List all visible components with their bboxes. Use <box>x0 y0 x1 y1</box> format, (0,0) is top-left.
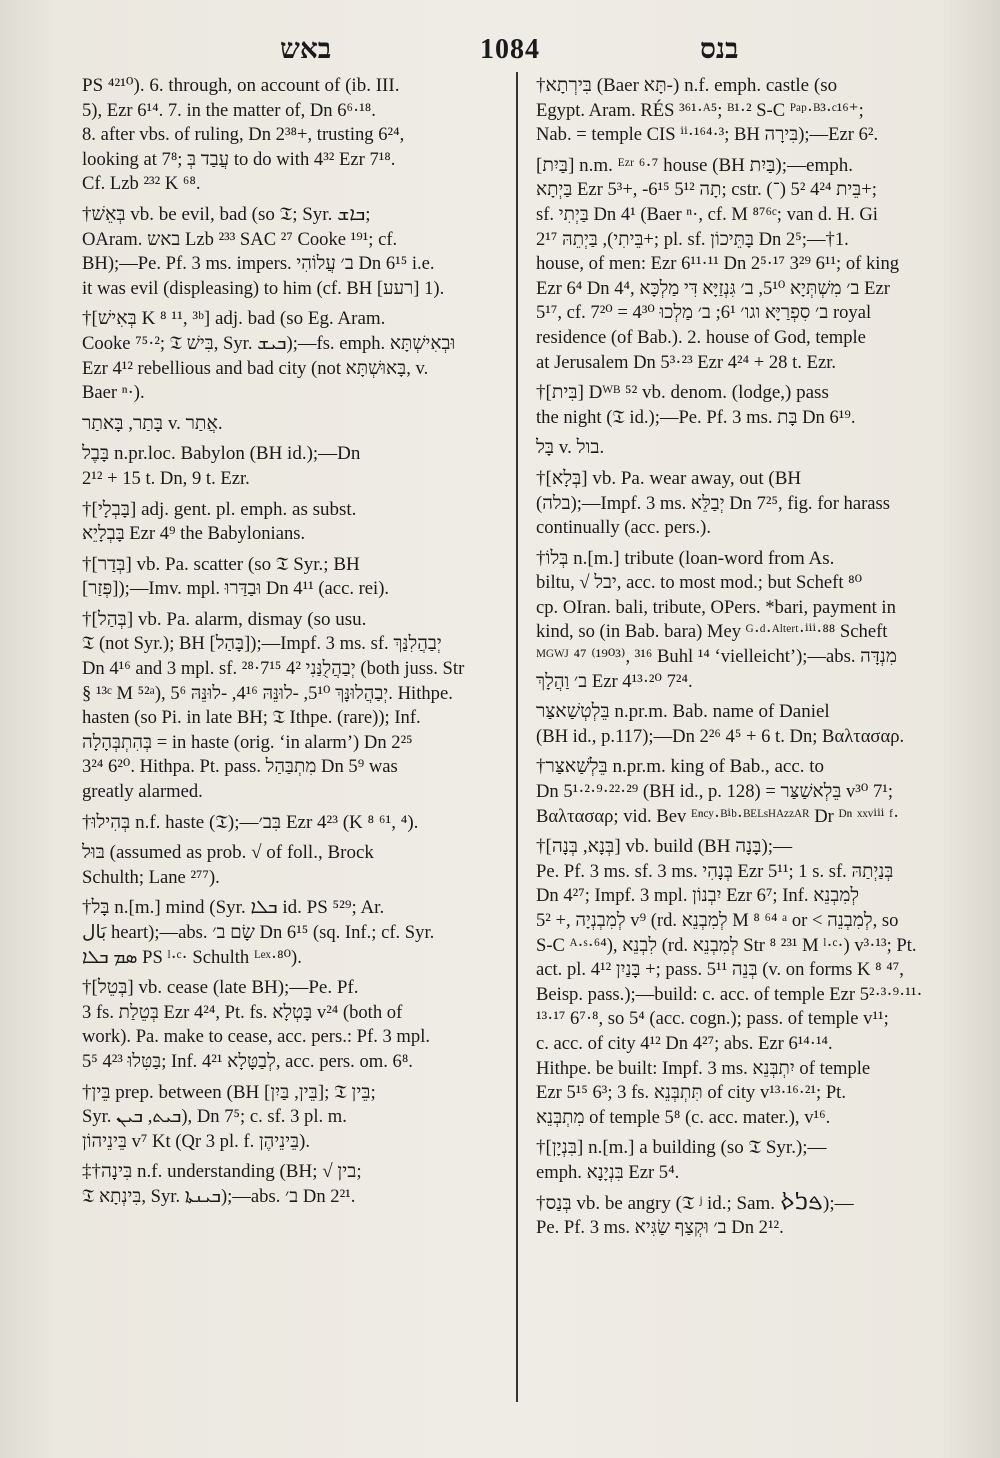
entry-line: ב׳ וַהֲלָךְ Ezr 4¹³·²⁰ 7²⁴. <box>536 670 693 692</box>
entry-belteshazzar <box>536 700 948 749</box>
right-guide-word: בנס <box>700 34 739 65</box>
entry-line: hasten (so Pi. in late BH; 𝔗 Ithpe. (rare)); Inf. <box>82 707 421 729</box>
entry-line: ¹³·¹⁷ 6⁷·⁸, so 5⁴ (acc. cogn.); pass. of temple v¹¹; <box>536 1008 889 1030</box>
left-column <box>82 74 502 1216</box>
entry-line: BH);—Pe. Pf. 3 ms. impers. ב׳ עֲלוֹהִי Dn 6¹⁵ i.e. <box>82 253 435 275</box>
entry-line: בֵּיתִי), בַּיְתֵהּ 2¹⁷+; pl. sf. בָּתֵּיכוֹן Dn 2⁵;—†1. <box>536 228 849 250</box>
entry-bit <box>536 381 948 430</box>
entry-line: Dn 4¹⁶ and 3 mpl. sf. יְבַהֲלֻנַּנִי 4² 7¹⁵·²⁸ (both juss. Str <box>82 658 465 680</box>
entry-line: בַּיְתָא Ezr 5³+, -תָה 5¹² 6¹⁵; cstr. (־) בֵּית 4²⁴ 5²+; <box>536 179 877 201</box>
right-column <box>536 74 948 1247</box>
entry-line: (BH id., p.117);—Dn 2²⁶ 4⁵ + 6 t. Dn; Βαλτασαρ. <box>536 725 905 747</box>
entry-line: S-C ᴬ·ˢ·⁶⁴), לִבְנֵא (rd. לְמִבְנֵא Str ⁸ ²³¹ M ˡ·ᶜ·) v³·¹³; Pt. <box>536 934 917 956</box>
entry-behal <box>82 608 502 805</box>
entry-line: בּוּל (assumed as prob. √ of foll., Brock <box>82 842 374 864</box>
entry-line: Ezr 5¹⁵ 6³; 3 fs. תִּתְבְּנֵא of city v¹³·¹⁶·²¹; Pt. <box>536 1082 846 1104</box>
entry-babel <box>82 442 502 491</box>
entry-line: 𝔗 (not Syr.); BH [בָּהַל]);—Impf. 3 ms. sf. יְבַהֲלִנַּךְ <box>82 633 442 655</box>
entry-line: בְּהִתְבְּהָלָה = in haste (orig. ‘in alarm’) Dn 2²⁵ <box>82 731 413 753</box>
entry-line: it was evil (displeasing) to him (cf. BH [רעע] 1). <box>82 277 445 299</box>
entry-bayit <box>536 154 948 375</box>
entry-line: at Jerusalem Dn 5³·²³ Ezr 4²⁴ + 28 t. Ezr. <box>536 351 837 373</box>
entry-line: Hithpe. be built: Impf. 3 ms. יִתְבְּנֵא of temple <box>536 1057 871 1079</box>
entry-line: OAram. באש Lzb ²³³ SAC ²⁷ Cooke ¹⁹¹; cf. <box>82 228 398 250</box>
entry-line: continually (acc. pers.). <box>536 517 712 539</box>
entry-line: †[בְּלָא] vb. Pa. wear away, out (BH <box>536 467 802 489</box>
entry-line: ᴹᴳᵂᴶ ⁴⁷ ⁽¹⁹⁰³⁾, ³¹⁶ Buhl ¹⁴ ‘vielleicht’);—abs. מִנְדָּה <box>536 646 897 668</box>
page-number: 1084 <box>480 34 540 65</box>
entry-line: Dn 4²⁷; Impf. 3 mpl. יִבְנוֹן Ezr 6⁷; Inf. לְמִבְנֵא <box>536 885 860 907</box>
entry-line: 5), Ezr 6¹⁴. 7. in the matter of, Dn 6⁶·¹⁸. <box>82 99 376 121</box>
entry-babli <box>82 498 502 547</box>
entry-line: the night (𝔗 id.);—Pe. Pf. 3 ms. בָּת Dn 6¹⁹. <box>536 406 856 428</box>
entry-line: Nab. = temple CIS ⁱⁱ·¹⁶⁴·³; BH בִּירָה);—Ezr 6². <box>536 124 879 146</box>
entry-line: Schulth; Lane ²⁷⁷). <box>82 866 220 888</box>
entry-line: PS ⁴²¹⁰). 6. through, on account of (ib. III. <box>82 75 400 96</box>
entry-line: מִתְבְּנֵא of temple 5⁸ (c. acc. mater.), v¹⁶. <box>536 1106 831 1128</box>
entry-line: †בְּנַס vb. be angry (𝔗 ʲ id.; Sam. ࠁࠍࠎ);— <box>536 1192 854 1214</box>
entry-line: בֵּינֵיהוֹן v⁷ Kt (Qr 3 pl. f. בֵּינֵיהֶן). <box>82 1130 310 1152</box>
entry-birta <box>536 74 948 148</box>
entry-betel <box>82 976 502 1074</box>
entry-line: Dn 5¹·²·⁹·²²·²⁹ (BH id., p. 128) = בֵּלְאשַׁצַּר v³⁰ 7¹; <box>536 781 893 803</box>
entry-intro <box>82 74 502 197</box>
entry-line: بَال heart);—abs. שָׂם ב׳ Dn 6¹⁵ (sq. Inf.; cf. Syr. <box>82 922 435 943</box>
entry-line: 3 fs. בְּטֵלַת Ezr 4²⁴, Pt. fs. בָּטְלָא v²⁴ (both of <box>82 1001 403 1023</box>
entry-behilu <box>82 811 502 836</box>
entry-line: (בלה);—Impf. 3 ms. יְבַלֵּא Dn 7²⁵, fig. for harass <box>536 492 891 514</box>
entry-line: Ezr 6⁴ Dn 4⁴, ב׳ מִשְׁתְּיָא 5¹⁰, ב׳ גִּנְזַיָּא דִּי מַלְכָּא Ezr <box>536 277 890 299</box>
entry-bela <box>536 467 948 541</box>
entry-line: 2¹² + 15 t. Dn, 9 t. Ezr. <box>82 467 250 489</box>
entry-line: בָּבְלָיֵא Ezr 4⁹ the Babylonians. <box>82 523 306 545</box>
entry-bal2 <box>536 436 948 461</box>
entry-line: 𝔗 בִּינְתָא, Syr. ܒܝܢܬܐ);—abs. ב׳ Dn 2²¹. <box>82 1185 356 1207</box>
entry-line: c. acc. of city 4¹² Dn 4²⁷; abs. Ezr 6¹⁴·¹⁴. <box>536 1032 833 1054</box>
entry-line: בֵּלְטְשַׁאצַּר n.pr.m. Bab. name of Daniel <box>536 701 830 723</box>
entry-line: Beisp. pass.);—build: c. acc. of temple Ezr 5²·³·⁹·¹¹· <box>536 983 923 1005</box>
entry-line: בָּל v. בול. <box>536 437 605 459</box>
entry-line: 3²⁴ 6²⁰. Hithpa. Pt. pass. מִתְבַּהַל Dn 5⁹ was <box>82 756 398 778</box>
entry-batar <box>82 412 502 437</box>
page-header <box>0 34 1000 70</box>
entry-bena <box>536 835 948 1130</box>
entry-line: †[בְּאִישׁ K ⁸ ¹¹, ³ᵇ] adj. bad (so Eg. Aram. <box>82 308 386 330</box>
column-divider <box>516 72 518 1402</box>
entry-baesh <box>82 203 502 301</box>
entry-bal <box>82 896 502 970</box>
entry-line: בַּטִּלוּ 4²³ 5⁵; Inf. לְבַטָּלָא 4²¹, acc. pers. om. 6⁸. <box>82 1050 413 1072</box>
entry-line: †בָּל n.[m.] mind (Syr. ܒܠܐ id. PS ⁵²⁹; Ar. <box>82 897 385 919</box>
entry-line: biltu, √ יבל, acc. to most mod.; but Scheft ⁸⁰ <box>536 572 863 594</box>
entry-badar <box>82 553 502 602</box>
entry-line: Pe. Pf. 3 ms. ב׳ וּקְצַף שַׂגִּיא Dn 2¹². <box>536 1217 784 1239</box>
entry-line: †[בְּנָא, בְּנָה] vb. build (BH בָּנָה);— <box>536 836 793 858</box>
entry-line: ܣܡ ܒܠܐ PS ˡ·ᶜ· Schulth ᴸᵉˣ·⁸⁰). <box>82 946 302 968</box>
entry-line: house, of men: Ezr 6¹¹·¹¹ Dn 2⁵·¹⁷ 3²⁹ 6¹¹; of king <box>536 253 900 275</box>
entry-belo <box>536 547 948 695</box>
entry-line: 5¹⁷, cf. 7²⁰ = ב׳ סִפְרַיָּא וגו׳ 6¹; ב׳ מַלְכוּ 4³⁰ royal <box>536 302 872 324</box>
entry-bul <box>82 841 502 890</box>
entry-baish <box>82 307 502 405</box>
entry-benas <box>536 1192 948 1241</box>
entry-line: ‡†בִּינָה n.f. understanding (BH; √ בין; <box>82 1161 362 1183</box>
entry-line: Ezr 4¹² rebellious and bad city (not בָּאוּשְׁתָּא, v. <box>82 357 429 379</box>
entry-line: cp. OIran. bali, tribute, OPers. *bari, payment in <box>536 596 896 618</box>
entry-line: †בְּלוֹ n.[m.] tribute (loan-word from As. <box>536 547 835 569</box>
entry-line: †בְּאֵשׁ vb. be evil, bad (so 𝔗; Syr. ܒܐܫ; <box>82 203 371 225</box>
entry-line: Cooke ⁷⁵·²; 𝔗 בִּישׁ, Syr. ܒܝܫ);—fs. emph. וּבְאִישְׁתָּא <box>82 332 456 354</box>
entry-line: †[בְּהַל] vb. Pa. alarm, dismay (so usu. <box>82 608 367 630</box>
entry-line: †[בִּית] Dᵂᴮ ⁵² vb. denom. (lodge,) pass <box>536 382 829 404</box>
entry-line: Pe. Pf. 3 ms. sf. 3 ms. בְּנָהִי Ezr 5¹¹; 1 s. sf. בְּנַיְתַהּ <box>536 860 894 882</box>
entry-line: בָּתַר, בָּאתַר v. אֲתַר. <box>82 412 223 434</box>
entry-line: †[בָּבְלָי] adj. gent. pl. emph. as subst. <box>82 498 357 520</box>
entry-line: 5² +, לְמִבְנְיָה v⁹ (rd. לְמִבְנֵא M ⁸ ⁶⁴ ᵃ or < לְמִבְנֵה, so <box>536 910 899 931</box>
entry-line: †בֵּין prep. between (BH [בֵּין, בַּיִן]; 𝔗 בֵּין; <box>82 1081 376 1103</box>
entry-line: [בַּיִת] n.m. ᴱᶻʳ ⁶·⁷ house (BH בַּיִת);—emph. <box>536 154 853 176</box>
entry-binah <box>82 1160 502 1209</box>
entry-line: 8. after vbs. of ruling, Dn 2³⁸+, trusting 6²⁴, <box>82 124 405 146</box>
entry-binyan <box>536 1136 948 1185</box>
entry-line: emph. בִּנְיָנָא Ezr 5⁴. <box>536 1161 680 1183</box>
entry-line: Egypt. Aram. RÉS ³⁶¹·ᴬ⁵; ᴮ¹·² S-C ᴾᵃᵖ·ᴮ³·ᶜ¹⁶⁺; <box>536 99 864 121</box>
entry-line: בָּבֶל n.pr.loc. Babylon (BH id.);—Dn <box>82 443 361 465</box>
entry-line: § ¹³ᶜ M ⁵²ᵃ), יְבַהֲלוּנָּךְ 5¹⁰, -לוּנֵּהּ 4¹⁶, -לוּנֵּהּ 5⁶. Hithpe. <box>82 682 453 704</box>
entry-line: †בִּירְתָא (Baer תָּא-) n.f. emph. castle (so <box>536 75 838 96</box>
entry-line: act. pl. בָּנַיִן 4¹² +; pass. בְּנֵה 5¹¹ (v. on forms K ⁸ ⁴⁷, <box>536 959 904 981</box>
entry-belshazzar <box>536 755 948 829</box>
entry-line: †בְּהִילוּ n.f. haste (𝔗);—בִּב׳ Ezr 4²³ (K ⁸ ⁶¹, ⁴). <box>82 811 419 833</box>
entry-line: [פְּזַר]);—Imv. mpl. וּבַדַּרוּ Dn 4¹¹ (acc. rei). <box>82 578 390 600</box>
entry-bein <box>82 1081 502 1155</box>
entry-line: †[בְּטֵל] vb. cease (late BH);—Pe. Pf. <box>82 977 359 999</box>
entry-line: †בֵּלְשַׁאצַּר n.pr.m. king of Bab., acc. to <box>536 756 825 778</box>
entry-line: sf. בַּיְתִי Dn 4¹ (Baer ⁿ·, cf. M ⁸⁷⁶ᶜ; van d. H. Gi <box>536 203 878 225</box>
entry-line: greatly alarmed. <box>82 781 203 803</box>
entry-line: †[בִּנְיָן] n.[m.] a building (so 𝔗 Syr.);— <box>536 1137 827 1159</box>
entry-line: Syr. ܒܝܬ, ܒܝܢ), Dn 7⁵; c. sf. 3 pl. m. <box>82 1106 347 1128</box>
entry-line: residence (of Bab.). 2. house of God, temple <box>536 326 866 348</box>
entry-line: looking at 7⁸; עֲבַד בְּ to do with 4³² Ezr 7¹⁸. <box>82 148 396 170</box>
entry-line: Cf. Lzb ²³² K ⁶⁸. <box>82 173 201 195</box>
entry-line: Βαλτασαρ; vid. Bev ᴱⁿᶜʸ·ᴮⁱᵇ·ᴮᴱᴸˢᴴᴬᶻᶻᴬᴿ Dr ᴰⁿ ˣˣᵛⁱⁱⁱ ᶠ· <box>536 805 900 827</box>
entry-line: Baer ⁿ·). <box>82 382 145 404</box>
entry-line: †[בְּדַר] vb. Pa. scatter (so 𝔗 Syr.; BH <box>82 553 360 575</box>
left-guide-word: באש <box>280 34 332 65</box>
entry-line: kind, so (in Bab. bara) Mey ᴳ·ᵈ·ᴬˡᵗᵉʳᵗ·ⁱⁱⁱ·⁸⁸ Scheft <box>536 621 888 643</box>
entry-line: work). Pa. make to cease, acc. pers.: Pf. 3 mpl. <box>82 1026 431 1048</box>
